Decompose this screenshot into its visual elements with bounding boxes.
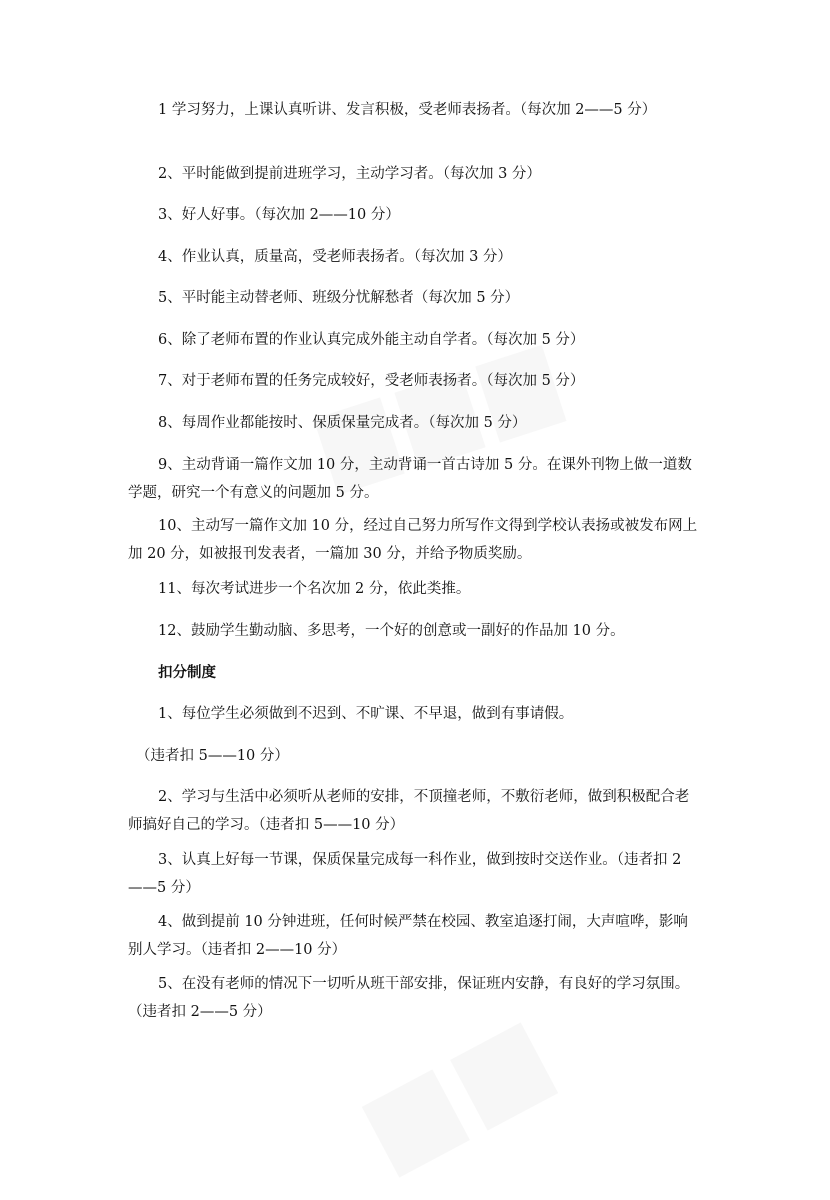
rule-item: 8、每周作业都能按时、保质保量完成者。（每次加 5 分） bbox=[158, 415, 527, 431]
rule-item: 2、平时能做到提前进班学习，主动学习者。（每次加 3 分） bbox=[158, 166, 541, 182]
rule-item: 6、除了老师布置的作业认真完成外能主动自学者。（每次加 5 分） bbox=[158, 332, 585, 348]
rule-item: 10、主动写一篇作文加 10 分，经过自己努力所写作文得到学校认表扬或被发布网上加 20 分，如被报刊发表者，一篇加 30 分，并给予物质奖励。 bbox=[128, 518, 698, 562]
rule-item: 4、作业认真，质量高，受老师表扬者。（每次加 3 分） bbox=[158, 249, 512, 265]
deduction-item: 4、做到提前 10 分钟进班，任何时候严禁在校园、教室追逐打闹，大声喧哗，影响别人学习。（违者扣 2——10 分） bbox=[128, 914, 688, 958]
deduction-item: 3、认真上好每一节课，保质保量完成每一科作业，做到按时交送作业。（违者扣 2——5 分） bbox=[128, 852, 682, 896]
section-heading: 扣分制度 bbox=[158, 665, 216, 681]
rule-item: 7、对于老师布置的任务完成较好，受老师表扬者。（每次加 5 分） bbox=[158, 373, 585, 389]
rule-item: 12、鼓励学生勤动脑、多思考，一个好的创意或一副好的作品加 10 分。 bbox=[158, 623, 625, 639]
rule-item: 1 学习努力，上课认真听讲、发言积极，受老师表扬者。（每次加 2——5 分） bbox=[158, 102, 657, 118]
watermark-graphic-bottom bbox=[344, 1000, 577, 1200]
rule-item: 3、好人好事。（每次加 2——10 分） bbox=[158, 207, 400, 223]
deduction-item: 5、在没有老师的情况下一切听从班干部安排，保证班内安静，有良好的学习氛围。（违者扣 2——5 分） bbox=[128, 976, 690, 1020]
rule-item: 9、主动背诵一篇作文加 10 分，主动背诵一首古诗加 5 分。在课外刊物上做一道数学题，研究一个有意义的问题加 5 分。 bbox=[128, 457, 692, 501]
deduction-item: （违者扣 5——10 分） bbox=[136, 748, 289, 764]
rule-item: 5、平时能主动替老师、班级分忧解愁者（每次加 5 分） bbox=[158, 290, 520, 306]
deduction-item: 2、学习与生活中必须听从老师的安排，不顶撞老师，不敷衍老师，做到积极配合老师搞好自己的学习。（违者扣 5——10 分） bbox=[128, 789, 690, 833]
deduction-item: 1、每位学生必须做到不迟到、不旷课、不早退，做到有事请假。 bbox=[158, 706, 574, 722]
rule-item: 11、每次考试进步一个名次加 2 分，依此类推。 bbox=[158, 581, 471, 597]
